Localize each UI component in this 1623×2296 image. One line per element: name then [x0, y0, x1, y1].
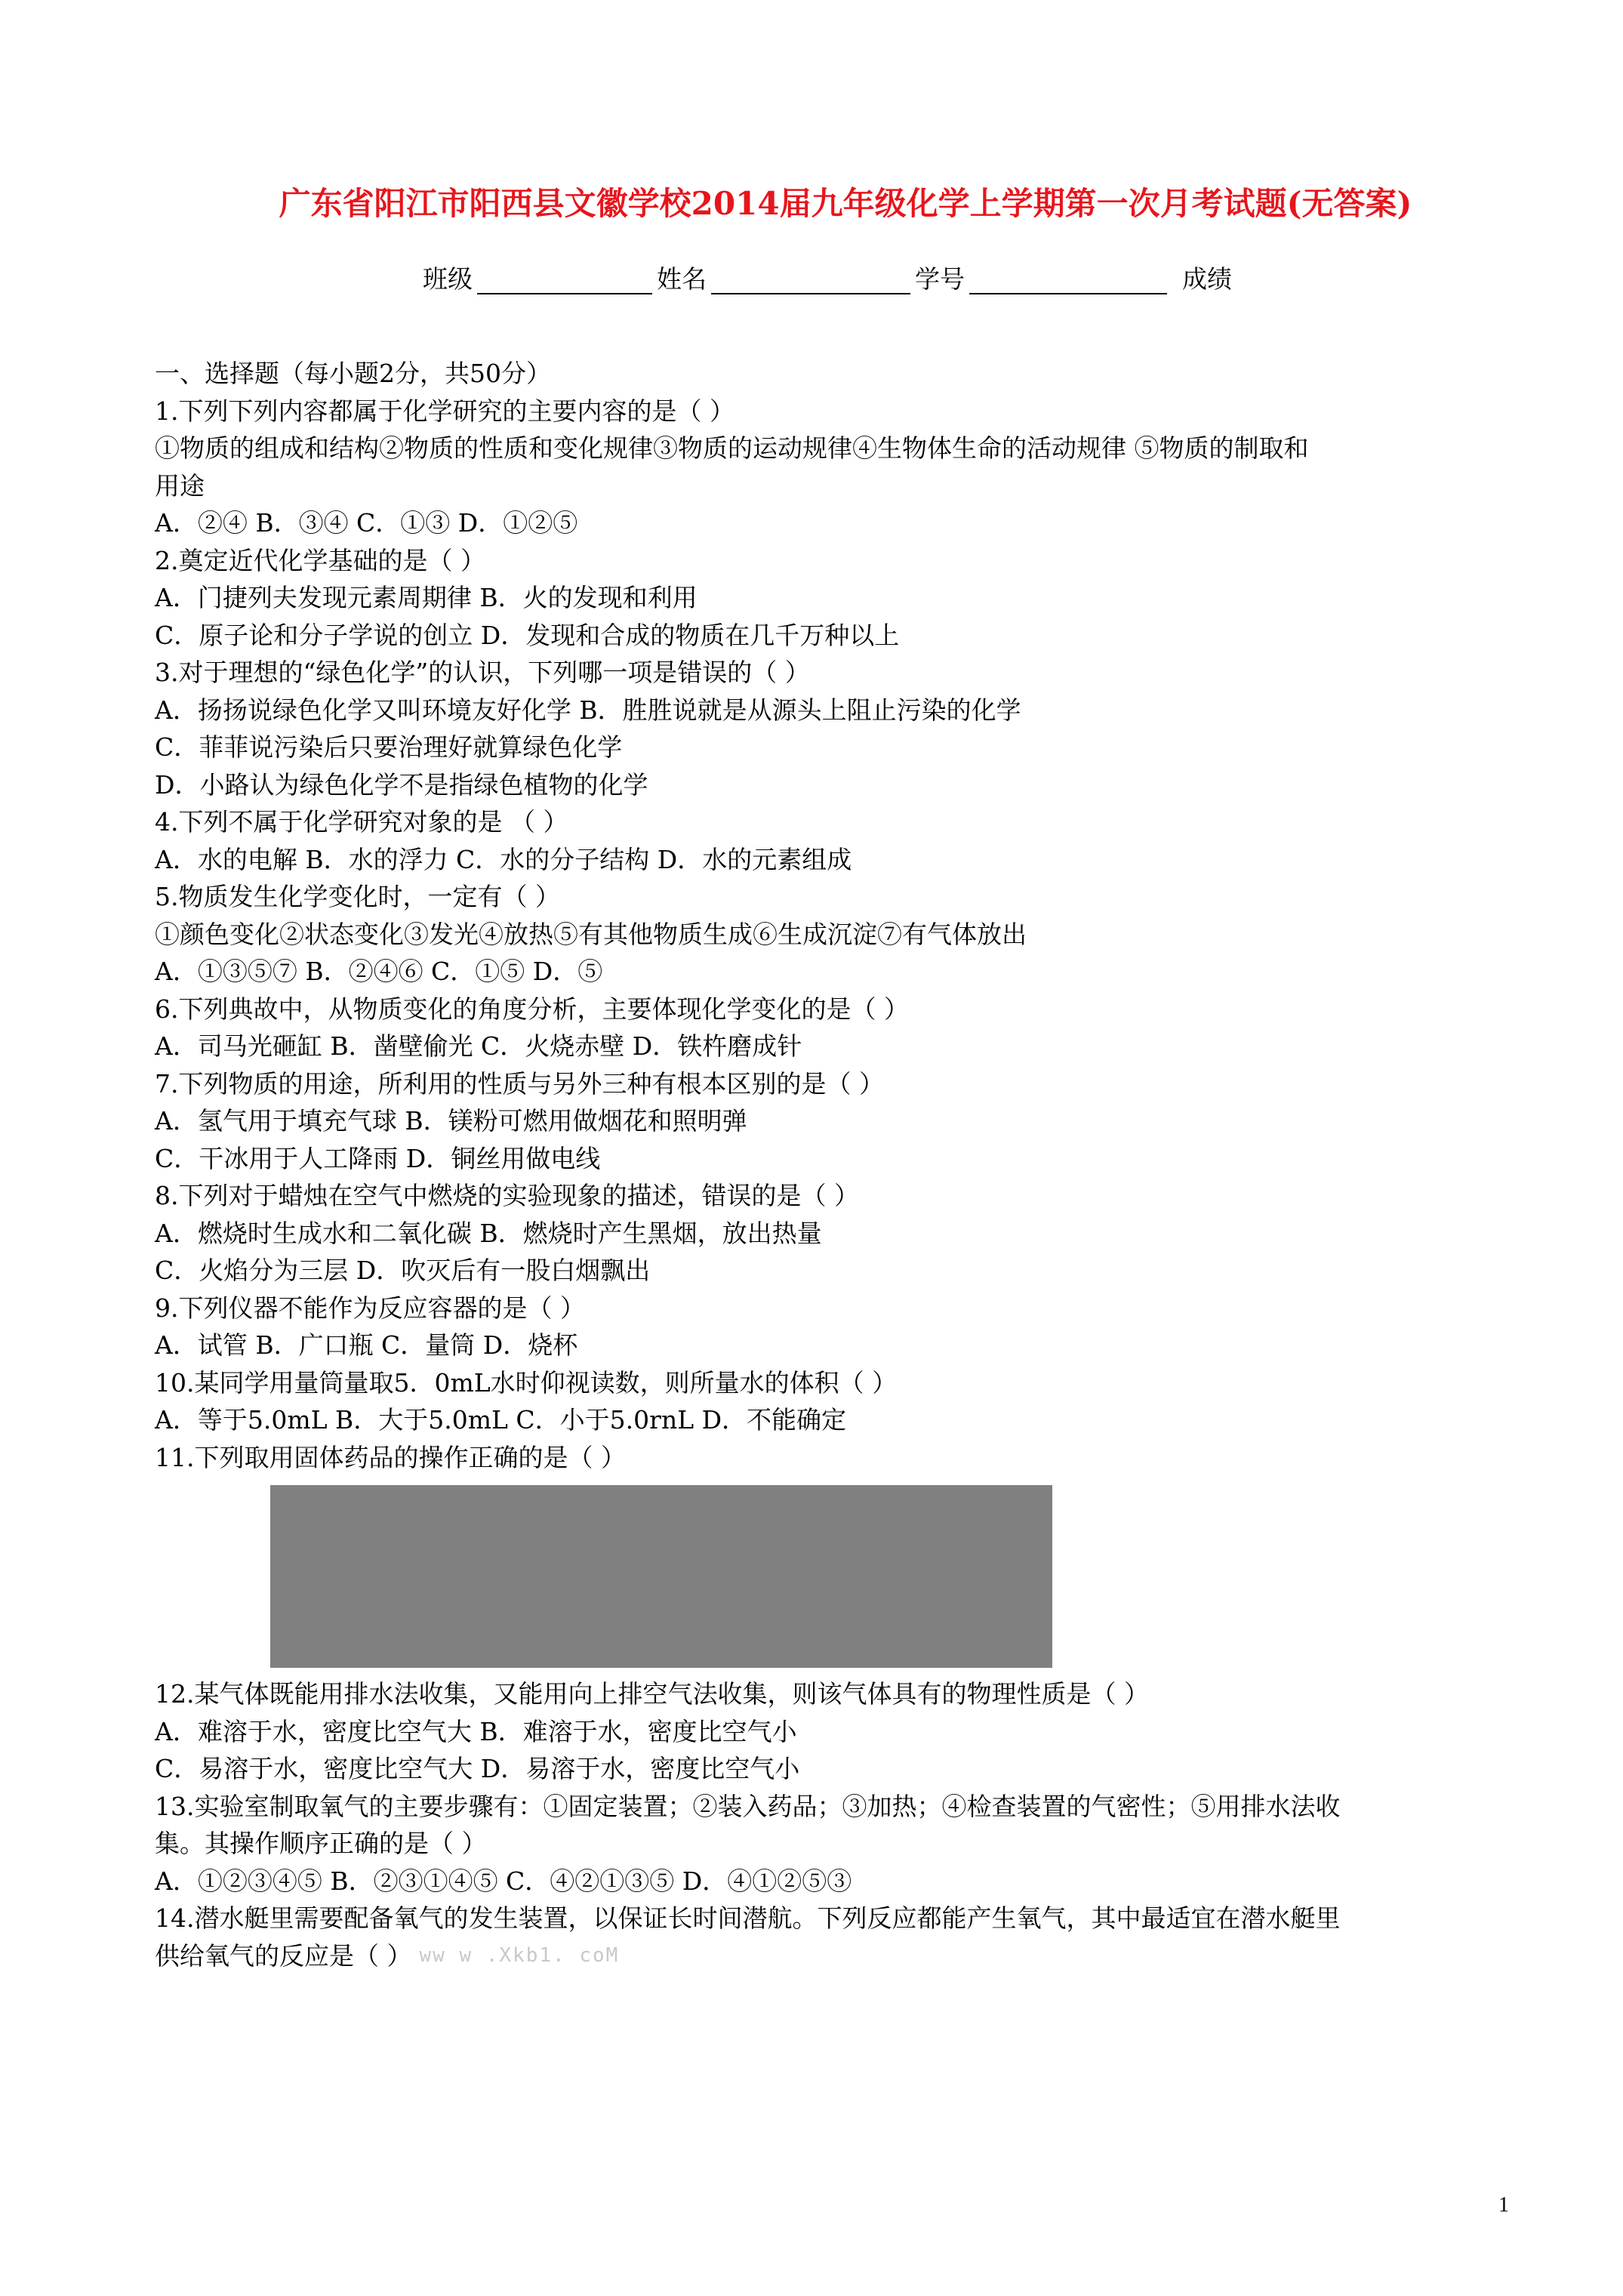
- question-line: 7.下列物质的用途，所利用的性质与另外三种有根本区别的是（ ）: [155, 1068, 884, 1099]
- question-line: 10.某同学用量筒量取5．0mL水时仰视读数，则所量水的体积（ ）: [155, 1367, 898, 1398]
- question-line: A．扬扬说绿色化学又叫环境友好化学 B．胜胜说就是从源头上阻止污染的化学: [155, 695, 1021, 725]
- exam-title: 广东省阳江市阳西县文徽学校2014届九年级化学上学期第一次月考试题(无答案): [279, 185, 1412, 222]
- question-line: C．火焰分为三层 D．吹灭后有一股白烟飘出: [155, 1256, 651, 1285]
- question-line: 用途: [155, 470, 205, 501]
- question-line: C．原子论和分子学说的创立 D．发现和合成的物质在几千万种以上: [155, 620, 900, 650]
- page-number: 1: [1498, 2193, 1509, 2217]
- question-line: 供给氧气的反应是（ ） ww w .Xkb1. coM: [155, 1937, 1536, 1975]
- question-line: 13.实验室制取氧气的主要步骤有：①固定装置；②装入药品；③加热；④检查装置的气密性；⑤用排水法收: [155, 1791, 1341, 1821]
- question-line: ①物质的组成和结构②物质的性质和变化规律③物质的运动规律④生物体生命的活动规律 ⑤物质的制取和: [155, 433, 1309, 463]
- question-line: 1.下列下列内容都属于化学研究的主要内容的是（ ）: [155, 396, 735, 426]
- question-line: A．燃烧时生成水和二氧化碳 B．燃烧时产生黑烟，放出热量: [155, 1218, 822, 1248]
- class-label: 班级: [423, 264, 473, 294]
- question-block-b: [155, 1675, 1536, 1937]
- question-line: ①颜色变化②状态变化③发光④放热⑤有其他物质生成⑥生成沉淀⑦有气体放出: [155, 919, 1027, 949]
- question-line: 4.下列不属于化学研究对象的是 （ ）: [155, 807, 568, 837]
- question-line: 3.对于理想的“绿色化学”的认识，下列哪一项是错误的（ ）: [155, 658, 810, 687]
- question-content: [155, 355, 1536, 1974]
- question-line: 2.奠定近代化学基础的是（ ）: [155, 545, 485, 575]
- name-label: 姓名: [657, 264, 707, 294]
- question-line: A．等于5.0mL B．大于5.0mL C．小于5.0rnL D．不能确定: [155, 1405, 847, 1435]
- question-block-a: [155, 393, 1536, 1477]
- question-line: 集。其操作顺序正确的是（ ）: [155, 1829, 487, 1858]
- name-blank: [711, 263, 910, 294]
- question-line: A．水的电解 B．水的浮力 C．水的分子结构 D．水的元素组成: [155, 844, 852, 874]
- number-label: 学号: [915, 264, 965, 294]
- question-line: 9.下列仪器不能作为反应容器的是（ ）: [155, 1293, 585, 1323]
- question-line: A．②④ B．③④ C．①③ D．①②⑤: [155, 508, 578, 538]
- number-blank: [969, 263, 1167, 294]
- question-line: A．难溶于水，密度比空气大 B．难溶于水，密度比空气小: [155, 1716, 797, 1746]
- question-line: C．干冰用于人工降雨 D．铜丝用做电线: [155, 1143, 601, 1173]
- question-line: 14.潜水艇里需要配备氧气的发生装置，以保证长时间潜航。下列反应都能产生氧气，其中最适宜在潜水艇里: [155, 1903, 1341, 1933]
- question-line: 12.某气体既能用排水法收集，又能用向上排空气法收集，则该气体具有的物理性质是（ ）: [155, 1679, 1149, 1709]
- class-blank: [477, 263, 652, 294]
- question-line: D．小路认为绿色化学不是指绿色植物的化学: [155, 769, 648, 800]
- question-line: A．氢气用于填充气球 B．镁粉可燃用做烟花和照明弹: [155, 1106, 747, 1136]
- question-line: A．门捷列夫发现元素周期律 B．火的发现和利用: [155, 583, 698, 612]
- question-line: A．①③⑤⑦ B．②④⑥ C．①⑤ D．⑤: [155, 957, 603, 986]
- question-line: 8.下列对于蜡烛在空气中燃烧的实验现象的描述，错误的是（ ）: [155, 1181, 859, 1210]
- question-line: A．试管 B．广口瓶 C．量筒 D．烧杯: [155, 1330, 578, 1360]
- question-line: A．①②③④⑤ B．②③①④⑤ C．④②①③⑤ D．④①②⑤③: [155, 1866, 852, 1896]
- question-line: 6.下列典故中，从物质变化的角度分析，主要体现化学变化的是（ ）: [155, 994, 909, 1024]
- section-heading: 一、选择题（每小题2分，共50分）: [155, 359, 551, 388]
- question-line: 5.物质发生化学变化时，一定有（ ）: [155, 882, 560, 911]
- score-label: 成绩: [1182, 264, 1232, 294]
- question-line: C．菲菲说污染后只要治理好就算绿色化学: [155, 732, 623, 762]
- question-line: C．易溶于水，密度比空气大 D．易溶于水，密度比空气小: [155, 1754, 800, 1783]
- figure-placeholder: [270, 1485, 1052, 1668]
- student-info-line: [423, 257, 1232, 302]
- question-line: 11.下列取用固体药品的操作正确的是（ ）: [155, 1442, 626, 1472]
- question-line: A．司马光砸缸 B．凿壁偷光 C．火烧赤壁 D．铁杵磨成针: [155, 1031, 802, 1061]
- watermark-text: ww w .Xkb1. coM: [419, 1943, 620, 1967]
